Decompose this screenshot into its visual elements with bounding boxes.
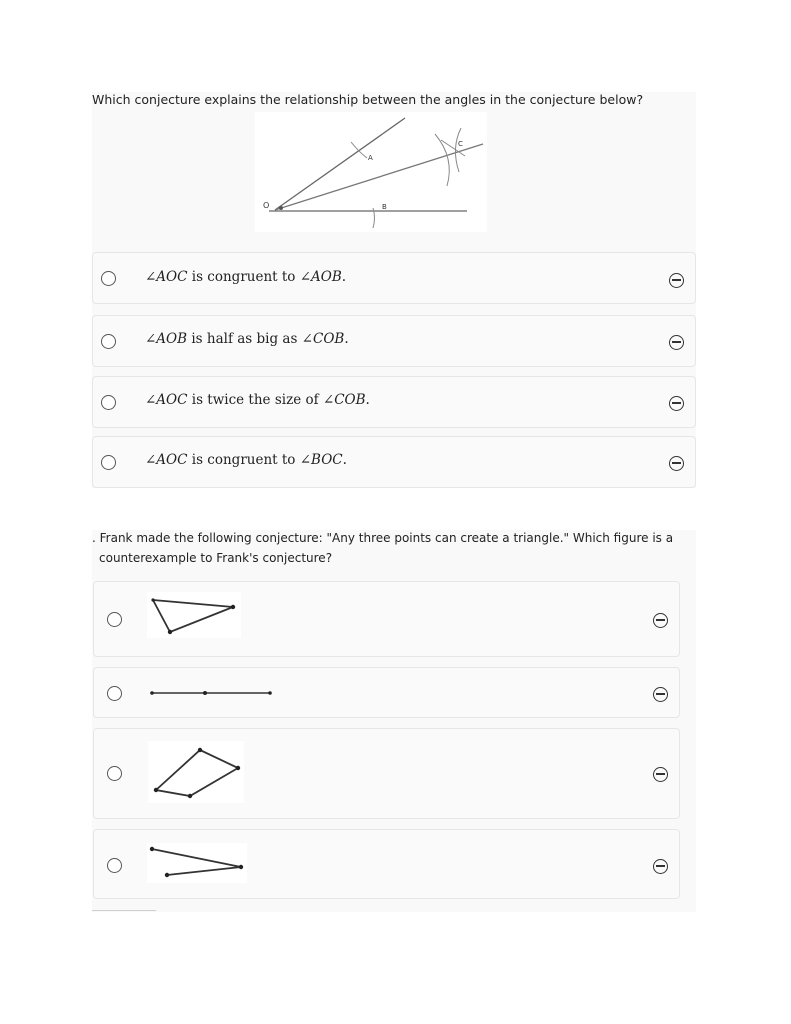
q1-option-3-label: ∠AOC is twice the size of ∠COB. (145, 392, 370, 408)
narrow-triangle-figure (147, 843, 247, 883)
radio-circle-icon[interactable] (107, 686, 122, 701)
q2-option-2[interactable] (93, 667, 680, 718)
question-2-prompt-line-1: . Frank made the following conjecture: "Any three points can create a triangle." Which figure is a (92, 531, 674, 545)
angle-construction-figure (255, 112, 487, 232)
q1-option-2[interactable] (92, 315, 696, 367)
radio-circle-icon[interactable] (107, 858, 122, 873)
collinear-points-svg (149, 687, 273, 699)
radio-circle-icon[interactable] (101, 271, 116, 286)
triangle-svg (147, 592, 241, 638)
strikethrough-circle-icon[interactable] (653, 687, 668, 702)
radio-circle-icon[interactable] (101, 334, 116, 349)
narrow-triangle-svg (147, 843, 247, 883)
q1-option-3[interactable] (92, 376, 696, 428)
label-c: C (458, 140, 463, 148)
label-o: O (263, 201, 270, 210)
q2-option-3[interactable] (93, 728, 680, 819)
q2-option-4[interactable] (93, 829, 680, 899)
q2-option-1[interactable] (93, 581, 680, 657)
radio-circle-icon[interactable] (101, 455, 116, 470)
question-1-prompt: Which conjecture explains the relationship between the angles in the conjecture below? (92, 92, 644, 107)
strikethrough-circle-icon[interactable] (669, 335, 684, 350)
q1-option-2-label: ∠AOB is half as big as ∠COB. (145, 331, 349, 347)
label-b: B (382, 203, 387, 211)
strikethrough-circle-icon[interactable] (653, 859, 668, 874)
quadrilateral-svg (148, 741, 244, 803)
strikethrough-circle-icon[interactable] (669, 396, 684, 411)
q1-option-4[interactable] (92, 436, 696, 488)
strikethrough-circle-icon[interactable] (669, 273, 684, 288)
radio-circle-icon[interactable] (107, 612, 122, 627)
q1-option-4-label: ∠AOC is congruent to ∠BOC. (145, 452, 347, 468)
quadrilateral-figure (148, 741, 244, 803)
strikethrough-circle-icon[interactable] (669, 456, 684, 471)
q1-option-1[interactable] (92, 252, 696, 304)
strikethrough-circle-icon[interactable] (653, 767, 668, 782)
footer-rule (92, 910, 156, 911)
question-2-prompt-line-2: counterexample to Frank's conjecture? (99, 551, 333, 565)
angle-construction-svg (255, 112, 487, 232)
q1-option-1-label: ∠AOC is congruent to ∠AOB. (145, 269, 347, 285)
strikethrough-circle-icon[interactable] (653, 613, 668, 628)
label-a: A (368, 154, 373, 162)
collinear-points-figure (149, 684, 273, 696)
radio-circle-icon[interactable] (101, 395, 116, 410)
radio-circle-icon[interactable] (107, 766, 122, 781)
triangle-figure (147, 592, 241, 638)
